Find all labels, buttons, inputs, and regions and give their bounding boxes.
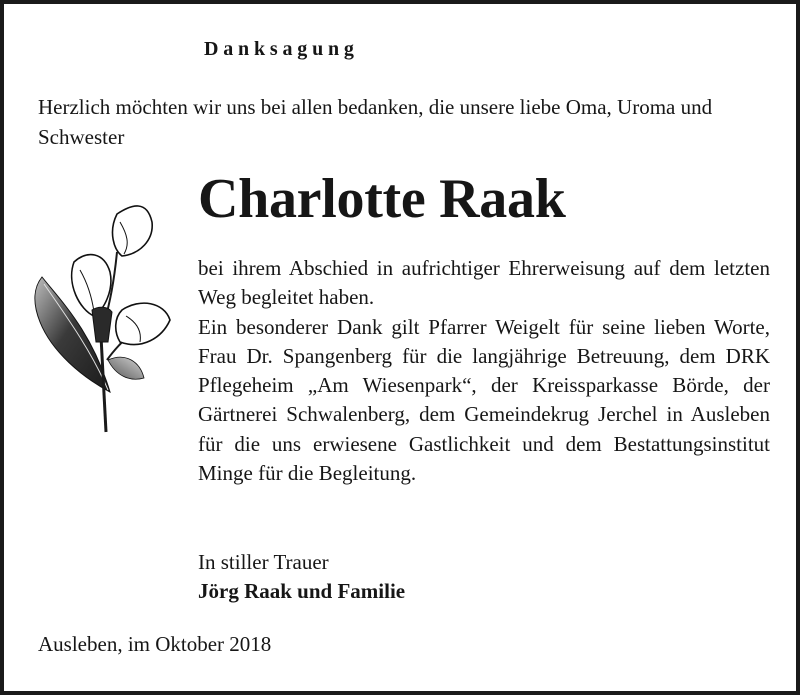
intro-text: Herzlich möchten wir uns bei allen bedanken, die unsere liebe Oma, Uroma und Schwester — [38, 95, 713, 149]
place-date: Ausleben, im Oktober 2018 — [38, 632, 272, 656]
notice-heading: Danksagung — [204, 38, 359, 60]
notice-body — [198, 254, 770, 488]
calla-lily-icon — [22, 192, 172, 442]
family-name: Jörg Raak und Familie — [198, 579, 406, 603]
deceased-name: Charlotte Raak — [198, 168, 566, 230]
signature-block — [198, 548, 758, 606]
mourning-line: In stiller Trauer — [198, 550, 329, 574]
body-paragraph: Ein besonderer Dank gilt Pfarrer Weigelt für seine lieben Worte, Frau Dr. Spangenberg für die langjährige Betreuung, dem DRK Pflegeheim „Am Wiesenpark“, der Kreissparkasse Börde, der Gärtnerei Schwalenberg, dem Gemeindekrug Jerchel in Ausleben für die uns erwiesene Gastlichkeit und dem Bestattungsinstitut Minge für die Begleitung. — [198, 314, 770, 486]
body-paragraph: bei ihrem Abschied in aufrichtiger Ehrerweisung auf dem letzten Weg begleitet haben. — [198, 256, 770, 310]
